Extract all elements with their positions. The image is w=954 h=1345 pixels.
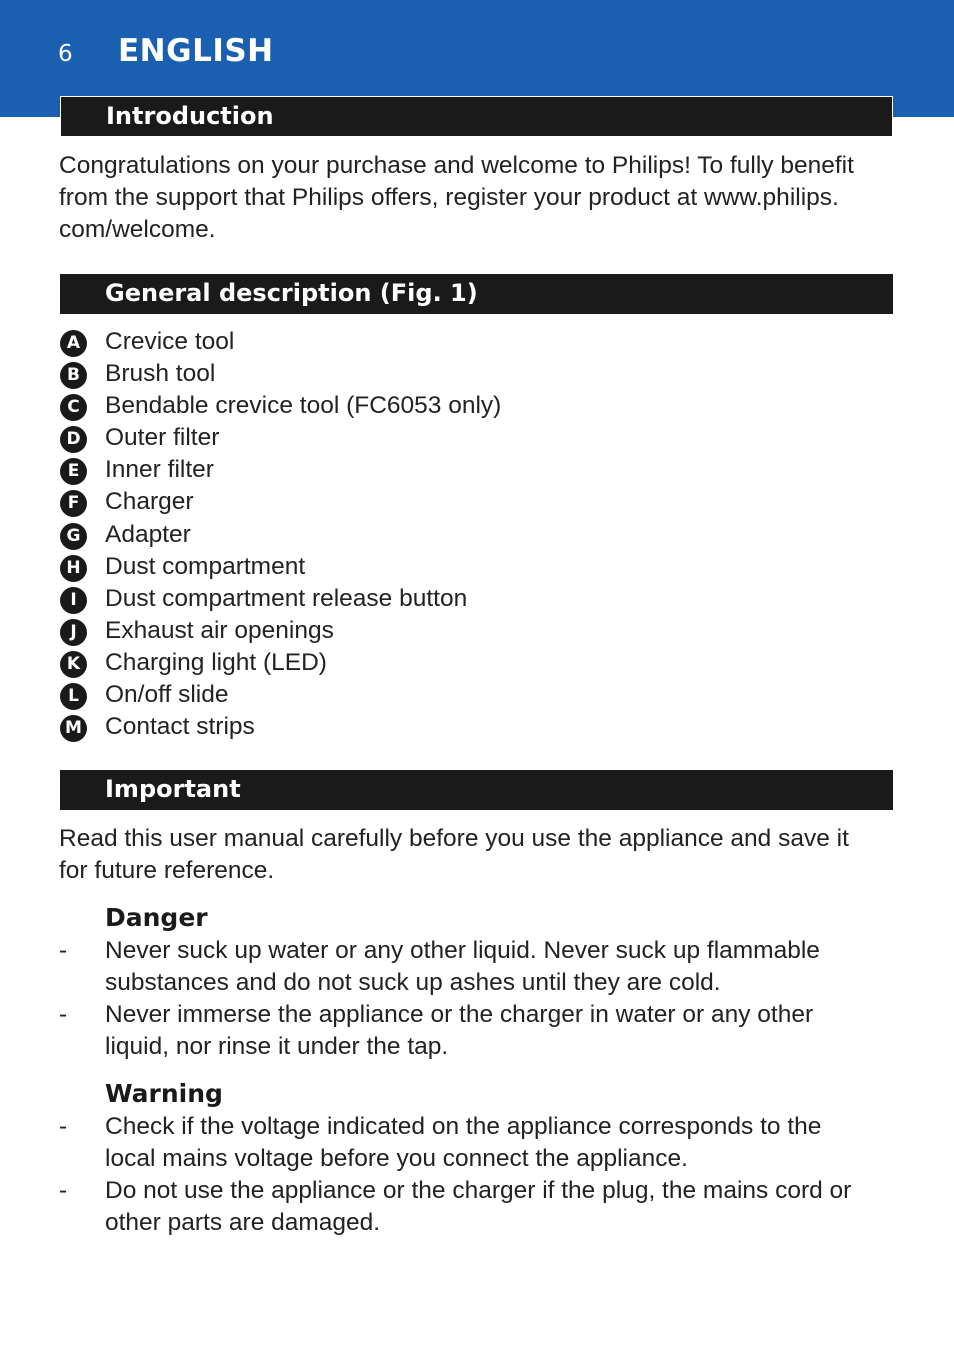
letter-badge: C xyxy=(60,394,87,421)
letter-badge: F xyxy=(60,490,87,517)
part-label: Dust compartment xyxy=(105,552,306,580)
part-label: Exhaust air openings xyxy=(105,616,334,644)
part-label: Contact strips xyxy=(105,713,255,741)
letter-badge: L xyxy=(60,683,87,710)
danger-heading: Danger xyxy=(105,903,208,932)
text-line: other parts are damaged. xyxy=(105,1209,381,1236)
bullet-text xyxy=(105,1111,899,1175)
part-label: Charger xyxy=(105,488,194,516)
section-title: General description (Fig. 1) xyxy=(105,279,478,307)
text-line: substances and do not suck up ashes until they are cold. xyxy=(105,969,721,996)
section-title: Important xyxy=(105,775,241,803)
part-label: On/off slide xyxy=(105,681,229,709)
text-line: liquid, nor rinse it under the tap. xyxy=(105,1033,449,1060)
section-header-introduction xyxy=(60,96,893,137)
letter-badge: I xyxy=(60,587,87,614)
part-label: Adapter xyxy=(105,520,191,548)
bullet-dash: - xyxy=(59,1177,68,1204)
letter-badge: E xyxy=(60,458,87,485)
text-line: from the support that Philips offers, register your product at www.philips. xyxy=(59,184,839,211)
text-line: com/welcome. xyxy=(59,216,216,243)
letter-badge: K xyxy=(60,651,87,678)
important-intro xyxy=(59,823,899,887)
language-title: ENGLISH xyxy=(118,33,274,69)
text-line: for future reference. xyxy=(59,857,275,884)
bullet-text xyxy=(105,1175,899,1239)
letter-badge: G xyxy=(60,523,87,550)
letter-badge: A xyxy=(60,330,87,357)
page-number: 6 xyxy=(58,41,73,67)
part-label: Charging light (LED) xyxy=(105,648,327,676)
text-line: local mains voltage before you connect the appliance. xyxy=(105,1145,688,1172)
text-line: Congratulations on your purchase and welcome to Philips! To fully benefit xyxy=(59,152,854,179)
text-line: Read this user manual carefully before you use the appliance and save it xyxy=(59,825,849,852)
letter-badge: H xyxy=(60,555,87,582)
part-label: Bendable crevice tool (FC6053 only) xyxy=(105,392,502,420)
section-header-general-description xyxy=(60,274,893,314)
section-header-important xyxy=(60,770,893,810)
letter-badge: M xyxy=(60,715,87,742)
bullet-text xyxy=(105,935,899,999)
bullet-dash: - xyxy=(59,1113,68,1140)
part-label: Outer filter xyxy=(105,424,220,452)
letter-badge: D xyxy=(60,426,87,453)
part-label: Brush tool xyxy=(105,360,216,388)
letter-badge: B xyxy=(60,362,87,389)
text-line: Never immerse the appliance or the charger in water or any other xyxy=(105,1001,814,1028)
section-title: Introduction xyxy=(106,102,274,130)
text-line: Never suck up water or any other liquid. Never suck up flammable xyxy=(105,937,820,964)
text-line: Do not use the appliance or the charger if the plug, the mains cord or xyxy=(105,1177,852,1204)
introduction-text xyxy=(59,150,899,246)
bullet-dash: - xyxy=(59,1001,68,1028)
warning-heading: Warning xyxy=(105,1079,223,1108)
bullet-dash: - xyxy=(59,937,68,964)
letter-badge: J xyxy=(60,619,87,646)
part-label: Dust compartment release button xyxy=(105,584,468,612)
bullet-text xyxy=(105,999,899,1063)
text-line: Check if the voltage indicated on the appliance corresponds to the xyxy=(105,1113,822,1140)
part-label: Inner filter xyxy=(105,456,214,484)
part-label: Crevice tool xyxy=(105,328,235,355)
